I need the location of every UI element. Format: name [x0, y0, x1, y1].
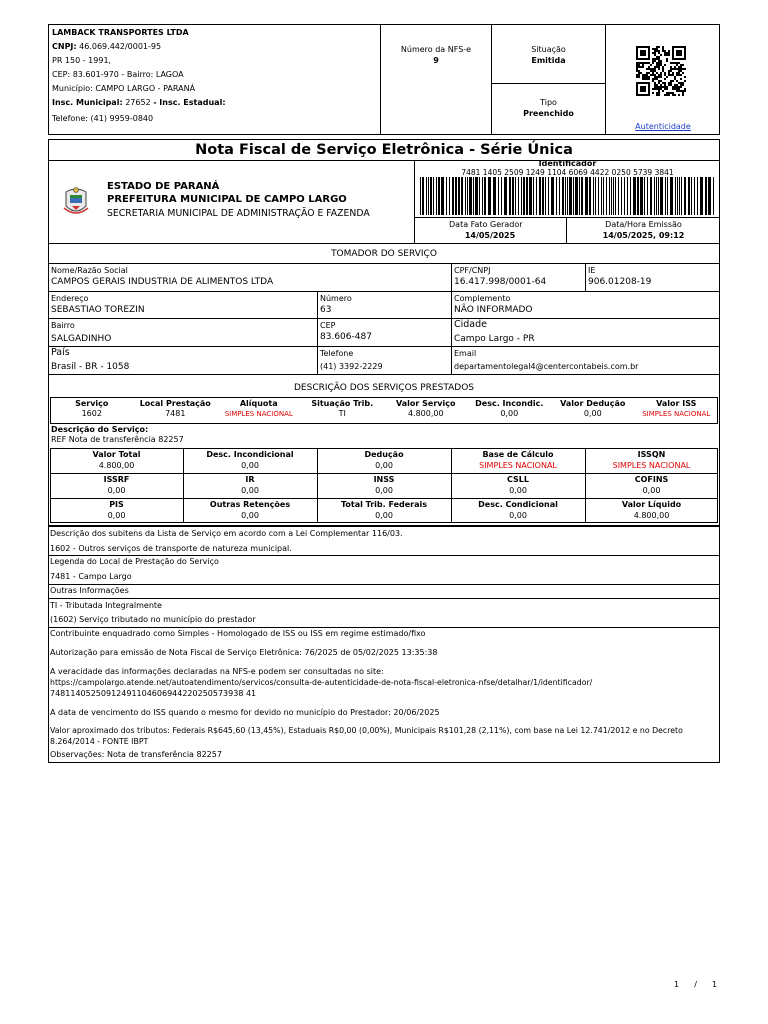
emitter-inscricoes: Insc. Municipal: 27652 - Insc. Estadual: [52, 98, 226, 107]
tomador-cpf-cell [454, 265, 584, 288]
servico-col-6 [551, 399, 635, 419]
servico-col-value: SIMPLES NACIONAL [642, 410, 711, 418]
valor-label: INSS [373, 475, 395, 484]
valor-label: Desc. Condicional [478, 500, 558, 509]
servico-col-2 [217, 399, 301, 419]
obs-tributos: Valor aproximado dos tributos: Federais R$645,60 (13,45%), Estaduais R$0,00 (0,00%), Municipais R$101,28 (2,11%), com base na Lei 12.741/2012 e no Decreto 8.264/2014 - FONTE IBPT [50, 726, 683, 746]
page-current: 1 [674, 980, 680, 989]
tomador-cidade: Campo Largo - PR [454, 334, 535, 344]
tomador-endereco-label: Endereço [51, 294, 89, 303]
data-fato-value: 14/05/2025 [464, 231, 516, 240]
brasao-icon [62, 184, 90, 218]
valor-cell [317, 499, 451, 521]
tomador-nome-label: Nome/Razão Social [51, 266, 128, 275]
valor-value: 0,00 [509, 486, 527, 495]
tomador-telefone-label: Telefone [320, 349, 354, 358]
servico-col-label: Valor Serviço [396, 399, 456, 408]
tipo-label: Tipo [540, 98, 557, 107]
tipo-cell [492, 97, 605, 119]
tomador-telefone-cell [320, 348, 450, 372]
issuer-secretaria: SECRETARIA MUNICIPAL DE ADMINISTRAÇÃO E FAZENDA [107, 208, 370, 219]
data-emissao-label: Data/Hora Emissão [605, 220, 682, 229]
valor-value: 0,00 [241, 461, 259, 470]
servico-col-label: Local Prestação [139, 399, 211, 408]
page-sep: / [694, 980, 697, 989]
valor-label: Dedução [364, 450, 404, 459]
servico-col-label: Valor ISS [656, 399, 697, 408]
valor-value: 4.800,00 [98, 461, 135, 470]
subitens-title: Descrição dos subitens da Lista de Serviço em acordo com a Lei Complementar 116/03. [50, 529, 403, 538]
tomador-numero: 63 [320, 305, 332, 315]
tomador-cpf: 16.417.998/0001-64 [454, 277, 547, 287]
valor-label: ISSQN [637, 450, 666, 459]
tomador-numero-label: Número [320, 294, 352, 303]
servico-col-3 [301, 399, 385, 419]
valor-value: 0,00 [241, 511, 259, 520]
emitter-address2: CEP: 83.601-970 - Bairro: LAGOA [52, 70, 184, 79]
issuer-prefeitura: PREFEITURA MUNICIPAL DE CAMPO LARGO [107, 194, 347, 205]
situacao-cell [492, 44, 605, 66]
tomador-cpf-label: CPF/CNPJ [454, 266, 491, 275]
obs-observacoes: Observações: Nota de transferência 82257 [50, 750, 222, 759]
valor-cell [183, 474, 317, 496]
observacoes-block [50, 628, 716, 760]
servico-col-value: SIMPLES NACIONAL [224, 410, 293, 418]
servico-col-value: 1602 [81, 409, 102, 418]
tomador-endereco-cell [51, 293, 315, 316]
tomador-email: departamentolegal4@centercontabeis.com.br [454, 362, 639, 371]
tomador-pais: Brasil - BR - 1058 [51, 362, 130, 372]
local-value: 7481 - Campo Largo [50, 572, 132, 581]
tomador-ie: 906.01208-19 [588, 277, 652, 287]
issuer-info [107, 180, 412, 220]
valores-grid [50, 448, 718, 523]
page-number [674, 979, 717, 990]
identificador-value: 7481 1405 2509 1249 1104 6069 4422 0250 5739 3841 [461, 168, 674, 177]
valor-cell [317, 449, 451, 471]
valor-label: COFINS [634, 475, 669, 484]
data-emissao-value: 14/05/2025, 09:12 [602, 231, 685, 240]
valor-value: SIMPLES NACIONAL [612, 461, 691, 470]
tomador-email-cell [454, 348, 718, 372]
valor-label: IR [245, 475, 255, 484]
page-title: Nota Fiscal de Serviço Eletrônica - Série Única [195, 142, 573, 158]
valor-label: Total Trib. Federais [340, 500, 428, 509]
nfse-number-cell [381, 44, 491, 66]
servico-col-label: Desc. Incondic. [475, 399, 544, 408]
servico-col-1 [134, 399, 218, 419]
emitter-telefone: Telefone: (41) 9959-0840 [52, 114, 154, 123]
valor-cell [50, 474, 183, 496]
servico-col-label: Valor Dedução [560, 399, 626, 408]
local-title: Legenda do Local de Prestação do Serviço [50, 557, 219, 566]
valor-cell [451, 474, 585, 496]
servico-col-label: Serviço [75, 399, 109, 408]
valor-label: Base de Cálculo [482, 450, 554, 459]
data-fato-cell [415, 219, 565, 241]
obs-vencimento: A data de vencimento do ISS quando o mesmo for devido no município do Prestador: 20/06/2025 [50, 708, 440, 717]
valor-label: Outras Retenções [209, 500, 291, 509]
autenticidade-link[interactable]: Autenticidade [635, 122, 691, 131]
tomador-numero-cell [320, 293, 450, 316]
tomador-email-label: Email [454, 349, 477, 358]
valor-label: ISSRF [103, 475, 130, 484]
valor-cell [585, 449, 718, 471]
tomador-telefone: (41) 3392-2229 [320, 362, 383, 371]
servico-col-4 [384, 399, 468, 419]
tomador-title: TOMADOR DO SERVIÇO [331, 249, 437, 259]
valor-cell [585, 499, 718, 521]
valor-value: 0,00 [509, 511, 527, 520]
descricao-servico [51, 425, 711, 445]
valor-cell [317, 474, 451, 496]
nfse-number-label: Número da NFS-e [400, 45, 472, 54]
descricao-servico-value: REF Nota de transferência 82257 [51, 435, 184, 444]
servico-col-value: 7481 [165, 409, 186, 418]
valor-cell [50, 449, 183, 471]
servicos-title: DESCRIÇÃO DOS SERVIÇOS PRESTADOS [293, 383, 474, 393]
tomador-nome: CAMPOS GERAIS INDUSTRIA DE ALIMENTOS LTDA [51, 277, 274, 287]
tipo-value: Preenchido [523, 109, 574, 118]
tomador-complemento-cell [454, 293, 718, 316]
servico-col-value: 0,00 [500, 409, 519, 418]
situacao-value: Emitida [531, 56, 566, 65]
outras-line1: TI - Tributada Integralmente [50, 601, 162, 610]
data-fato-label: Data Fato Gerador [449, 220, 523, 229]
valor-label: PIS [109, 500, 124, 509]
barcode [418, 177, 716, 215]
obs-simples: Contribuinte enquadrado como Simples - Homologado de ISS ou ISS em regime estimado/fixo [50, 629, 426, 638]
valor-value: 0,00 [241, 486, 259, 495]
tomador-bairro-label: Bairro [51, 321, 75, 330]
valor-cell [451, 499, 585, 521]
tomador-endereco: SEBASTIAO TOREZIN [51, 305, 145, 315]
data-emissao-cell [567, 219, 720, 241]
nfse-number: 9 [433, 56, 439, 65]
valor-label: Valor Total [92, 450, 141, 459]
qr-code [636, 46, 686, 96]
tomador-ie-label: IE [588, 266, 596, 275]
tomador-complemento: NÃO INFORMADO [454, 305, 533, 315]
descricao-servico-label: Descrição do Serviço: [51, 425, 149, 434]
tomador-ie-cell [588, 265, 718, 288]
valor-value: 0,00 [107, 486, 126, 495]
valor-value: 0,00 [642, 486, 661, 495]
valor-value: 0,00 [107, 511, 126, 520]
valor-cell [183, 449, 317, 471]
obs-url: https://campolargo.atende.net/autoatendimento/servicos/consulta-de-autenticidade-de-nota-fiscal-eletronica-nfse/detalhar/1/identificador/ [50, 678, 593, 687]
servico-col-label: Alíquota [239, 399, 278, 408]
emitter-name: LAMBACK TRANSPORTES LTDA [52, 28, 189, 37]
valor-label: CSLL [507, 475, 529, 484]
tomador-bairro: SALGADINHO [51, 334, 112, 344]
tomador-bairro-cell [51, 320, 315, 345]
valor-label: Valor Líquido [621, 500, 682, 509]
valor-value: 0,00 [375, 511, 393, 520]
obs-veracidade: A veracidade das informações declaradas na NFS-e podem ser consultadas no site: [50, 667, 384, 676]
servico-col-value: 4.800,00 [407, 409, 444, 418]
valor-cell [451, 449, 585, 471]
obs-autorizacao: Autorização para emissão de Nota Fiscal de Serviço Eletrônica: 76/2025 de 05/02/2025 13:35:38 [50, 648, 438, 657]
emitter-address1: PR 150 - 1991, [52, 56, 112, 65]
servico-col-0 [50, 399, 134, 419]
tomador-cidade-label: Cidade [454, 319, 487, 330]
servico-col-7 [635, 399, 719, 419]
outras-line2: (1602) Serviço tributado no município do prestador [50, 615, 256, 624]
tomador-cidade-cell [454, 319, 718, 345]
situacao-label: Situação [531, 45, 566, 54]
emitter-municipio: Município: CAMPO LARGO - PARANÁ [52, 84, 196, 93]
outras-title: Outras Informações [50, 586, 129, 595]
tomador-pais-label: País [51, 347, 70, 358]
valor-value: 0,00 [375, 461, 393, 470]
subitens-value: 1602 - Outros serviços de transporte de natureza municipal. [50, 544, 292, 553]
tomador-nome-cell [51, 265, 449, 288]
tomador-cep: 83.606-487 [320, 332, 372, 342]
emitter-info [52, 27, 376, 127]
tomador-cep-label: CEP [320, 321, 336, 330]
valor-cell [183, 499, 317, 521]
identificador-label: Identificador [538, 159, 597, 168]
valor-label: Desc. Incondicional [206, 450, 294, 459]
valor-value: 4.800,00 [633, 511, 670, 520]
valor-cell [50, 499, 183, 521]
valor-value: SIMPLES NACIONAL [479, 461, 557, 470]
valor-cell [585, 474, 718, 496]
servico-col-label: Situação Trib. [311, 399, 374, 408]
tomador-complemento-label: Complemento [454, 294, 511, 303]
emitter-cnpj: CNPJ: 46.069.442/0001-95 [52, 42, 162, 51]
servico-col-value: TI [338, 409, 346, 418]
servicos-row [50, 399, 718, 423]
tomador-cep-cell [320, 320, 450, 343]
issuer-state: ESTADO DE PARANÁ [107, 181, 220, 192]
page-total: 1 [711, 980, 718, 989]
valor-value: 0,00 [375, 486, 393, 495]
servico-col-5 [468, 399, 552, 419]
servico-col-value: 0,00 [583, 409, 602, 418]
tomador-pais-cell [51, 347, 315, 373]
obs-identificador: 74811405250912491104606944220250573938 41 [50, 689, 257, 698]
